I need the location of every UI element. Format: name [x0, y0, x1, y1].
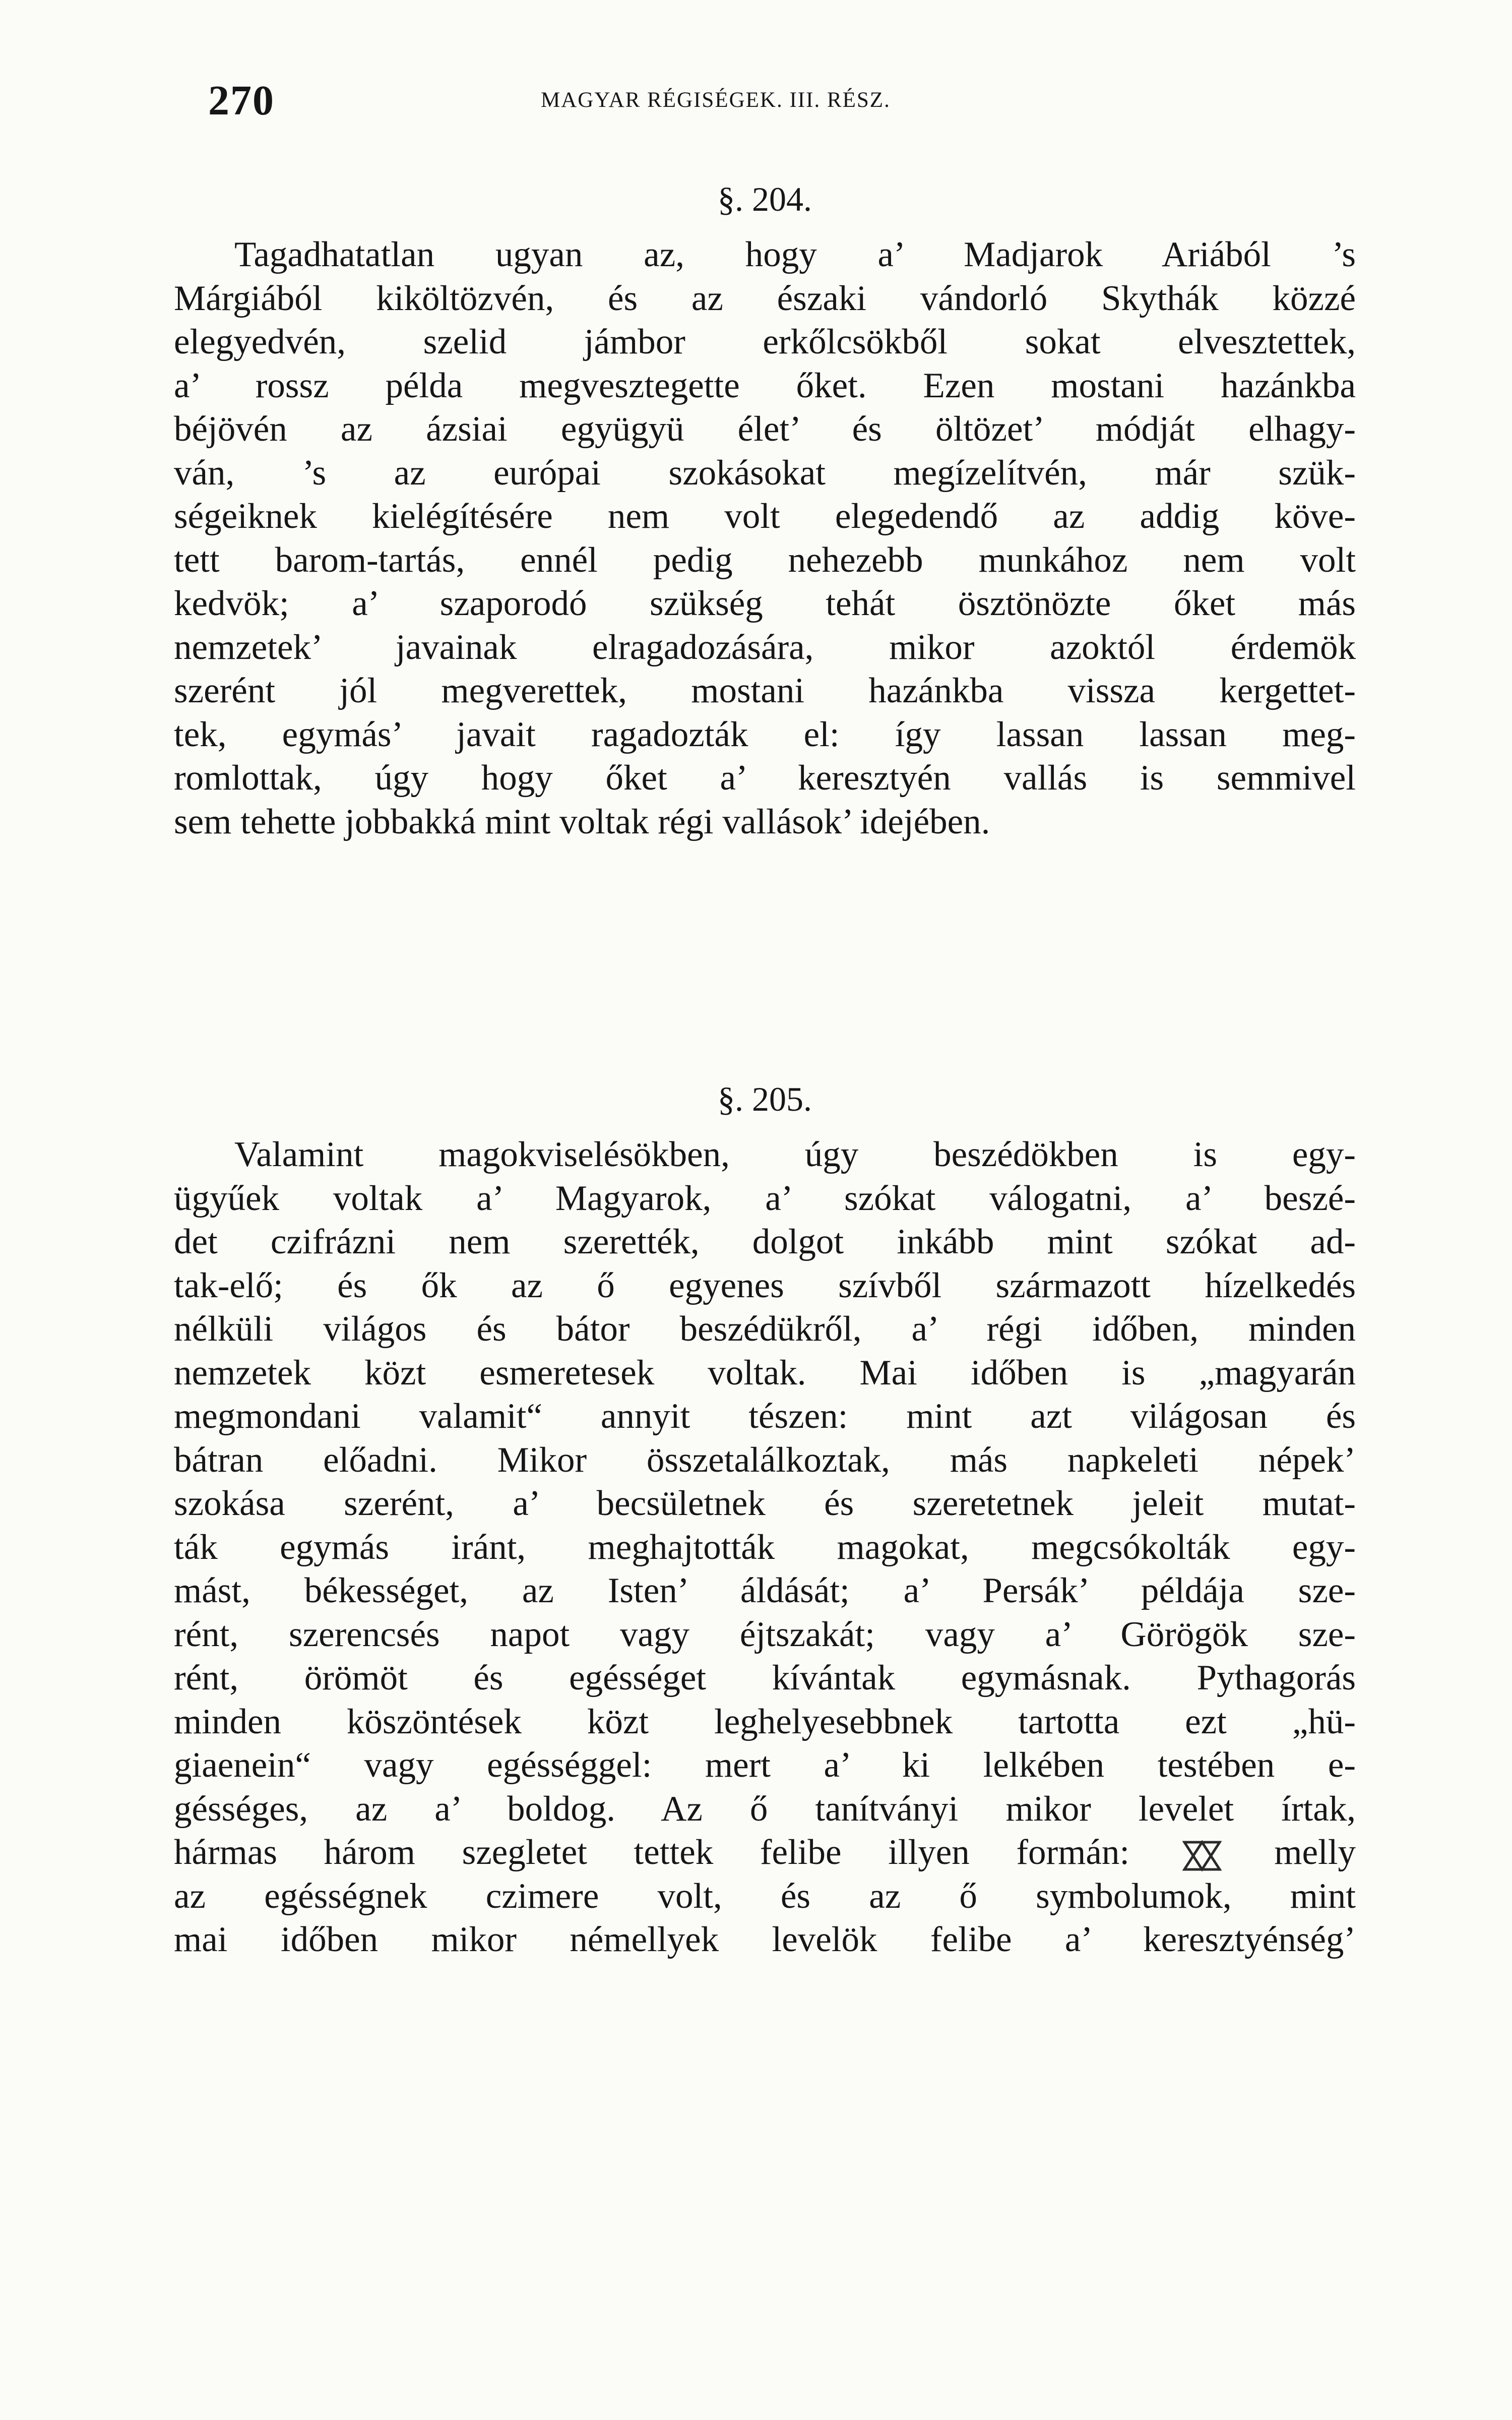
text-line: det czifrázni nem szerették, dolgot inkább mint szókat ad-	[174, 1222, 1356, 1261]
text-line: tak-elő; és ők az ő egyenes szívből származott hízelkedés	[174, 1265, 1356, 1305]
text-line: a’ rossz példa megvesztegette őket. Ezen mostani hazánkba	[174, 366, 1356, 405]
text-line: minden köszöntések közt leghelyesebbnek tartotta ezt „hü-	[174, 1702, 1356, 1741]
text-line: tek, egymás’ javait ragadozták el: így lassan lassan meg-	[174, 714, 1356, 754]
text-segment: melly	[1274, 1833, 1356, 1872]
text-line: szerént jól megverettek, mostani hazánkba vissza kergettet-	[174, 671, 1356, 710]
text-line: mai időben mikor némellyek levelök felibe a’ keresztyénség’	[174, 1920, 1356, 1959]
text-line: rént, örömöt és egésséget kívántak egymásnak. Pythagorás	[174, 1658, 1356, 1698]
text-line: nemzetek’ javainak elragadozására, mikor azoktól érdemök	[174, 627, 1356, 667]
text-line: ségeiknek kielégítésére nem volt elegedendő az addig köve-	[174, 497, 1356, 536]
text-line: bátran előadni. Mikor összetalálkoztak, más napkeleti népek’	[174, 1440, 1356, 1480]
text-line: mást, békességet, az Isten’ áldását; a’ Persák’ példája sze-	[174, 1571, 1356, 1610]
text-line: elegyedvén, szelid jámbor erkőlcsökből sokat elvesztettek,	[174, 322, 1356, 361]
text-line: gésséges, az a’ boldog. Az ő tanítványi mikor levelet írtak,	[174, 1789, 1356, 1829]
text-line: Márgiából kiköltözvén, és az északi vándorló Skythák közzé	[174, 278, 1356, 318]
text-line: Valamint magokviselésökben, úgy beszédökben is egy-	[234, 1135, 1356, 1174]
section-205	[174, 1076, 1356, 1962]
text-line: ván, ’s az európai szokásokat megízelítvén, már szük-	[174, 453, 1356, 493]
section-204	[174, 176, 1356, 843]
text-line: Tagadhatatlan ugyan az, hogy a’ Madjarok Ariából ’s	[234, 235, 1356, 274]
section-heading: §. 205.	[718, 1080, 812, 1118]
text-line: nemzetek közt esmeretesek voltak. Mai időben is „magyarán	[174, 1353, 1356, 1393]
text-line: kedvök; a’ szaporodó szükség tehát ösztönözte őket más	[174, 584, 1356, 623]
text-line: megmondani valamit“ annyit tészen: mint azt világosan és	[174, 1397, 1356, 1436]
text-line: giaenein“ vagy egésséggel: mert a’ ki lelkében testében e-	[174, 1745, 1356, 1785]
triangle-symbol-icon	[1182, 1840, 1222, 1871]
text-line-with-symbol	[174, 1831, 1356, 1874]
page-number: 270	[208, 77, 275, 124]
text-line: tett barom-tartás, ennél pedig nehezebb munkához nem volt	[174, 540, 1356, 580]
text-line: szokása szerént, a’ becsületnek és szeretetnek jeleit mutat-	[174, 1484, 1356, 1523]
text-line: romlottak, úgy hogy őket a’ keresztyén vallás is semmivel	[174, 758, 1356, 798]
section-heading: §. 204.	[718, 180, 812, 218]
text-line: béjövén az ázsiai együgyü élet’ és öltözet’ módját elhagy-	[174, 409, 1356, 449]
text-line: sem tehette jobbakká mint voltak régi vallások’ idejében.	[174, 802, 990, 841]
running-title: MAGYAR RÉGISÉGEK. III. RÉSZ.	[541, 88, 891, 112]
section-body	[174, 1133, 1356, 1962]
text-line: nélküli világos és bátor beszédükről, a’ régi időben, minden	[174, 1309, 1356, 1349]
section-body	[174, 233, 1356, 843]
text-line: ügyűek voltak a’ Magyarok, a’ szókat válogatni, a’ beszé-	[174, 1178, 1356, 1218]
text-segment: hármas három szegletet tettek felibe illyen formán:	[174, 1833, 1130, 1872]
page-header	[208, 73, 1332, 129]
text-line: rént, szerencsés napot vagy éjtszakát; vagy a’ Görögök sze-	[174, 1614, 1356, 1654]
text-line: ták egymás iránt, meghajtották magokat, megcsókolták egy-	[174, 1527, 1356, 1567]
text-line: az egésségnek czimere volt, és az ő symbolumok, mint	[174, 1876, 1356, 1916]
